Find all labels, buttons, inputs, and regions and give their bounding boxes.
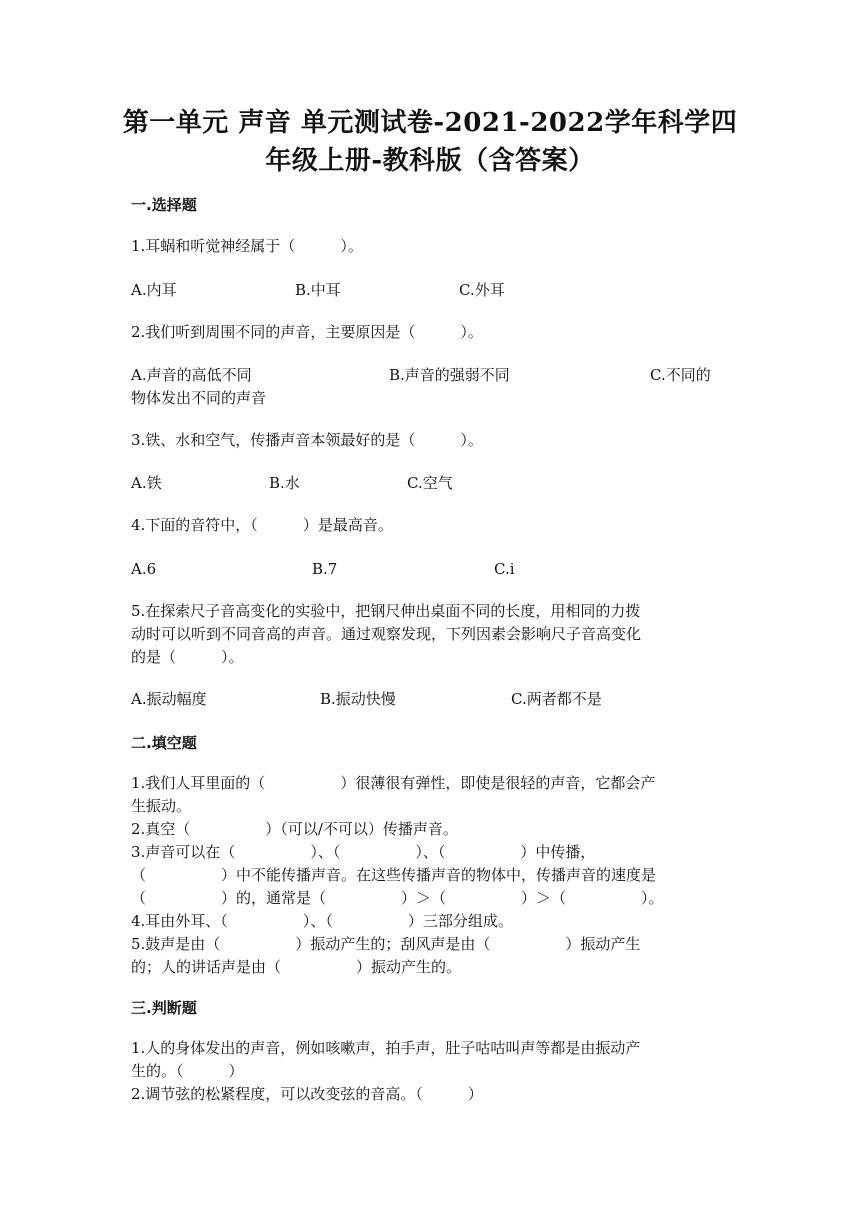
choice-question-1: 1.耳蜗和听觉神经属于（ ）。 (131, 237, 363, 255)
fill-in-questions (131, 772, 731, 979)
section-heading-fill: 二.填空题 (131, 734, 197, 752)
fill-line: （ ）中不能传播声音。在这些传播声音的物体中，传播声音的速度是 (131, 866, 657, 884)
title-line-2: 年级上册-教科版（含答案） (265, 146, 595, 176)
choice-question-2: 2.我们听到周围不同的声音，主要原因是（ ）。 (131, 323, 483, 341)
fill-line: 4.耳由外耳、（ ）、（ ）三部分组成。 (131, 912, 513, 930)
choice-5-option-b: B.振动快慢 (320, 690, 396, 708)
fill-line: 1.我们人耳里面的（ ）很薄很有弹性，即使是很轻的声音，它都会产 (131, 774, 656, 792)
choice-4-option-c: C.i (494, 560, 515, 578)
true-false-questions (131, 1037, 731, 1106)
choice-3-option-c: C.空气 (407, 474, 453, 492)
choice-1-option-c: C.外耳 (459, 281, 505, 299)
fill-line: 3.声音可以在（ ）、（ ）、（ ）中传播， (131, 843, 596, 861)
choice-question-5-line-3: 的是（ ）。 (131, 648, 244, 666)
choice-1-option-a: A.内耳 (131, 281, 177, 299)
fill-line: 2.真空（ ）（可以/不可以）传播声音。 (131, 820, 458, 838)
choice-1-option-b: B.中耳 (295, 281, 341, 299)
section-heading-judge: 三.判断题 (131, 999, 197, 1017)
fill-line: （ ）的，通常是（ ）＞（ ）＞（ ）。 (131, 889, 664, 907)
choice-question-5 (131, 600, 731, 669)
choice-2-option-c-continued: 物体发出不同的声音 (131, 389, 267, 407)
judge-line: 1.人的身体发出的声音，例如咳嗽声，拍手声，肚子咕咕叫声等都是由振动产 (131, 1039, 641, 1057)
choice-5-option-c: C.两者都不是 (511, 690, 602, 708)
fill-line: 5.鼓声是由（ ）振动产生的；刮风声是由（ ）振动产生 (131, 935, 641, 953)
choice-3-option-a: A.铁 (131, 474, 162, 492)
choice-question-5-line-2: 动时可以听到不同音高的声音。通过观察发现，下列因素会影响尺子音高变化 (131, 625, 642, 643)
choice-4-option-a: A.6 (131, 560, 157, 578)
choice-2-option-a: A.声音的高低不同 (131, 366, 252, 384)
judge-line: 2.调节弦的松紧程度，可以改变弦的音高。（ ） (131, 1085, 483, 1103)
choice-2-option-b: B.声音的强弱不同 (389, 366, 510, 384)
judge-line: 生的。（ ） (131, 1062, 244, 1080)
section-heading-choice: 一.选择题 (131, 196, 197, 214)
choice-question-4: 4.下面的音符中，（ ）是最高音。 (131, 516, 393, 534)
title-line-1: 第一单元 声音 单元测试卷-2021-2022学年科学四 (122, 108, 738, 138)
choice-3-option-b: B.水 (269, 474, 300, 492)
choice-5-option-a: A.振动幅度 (131, 690, 207, 708)
fill-line: 的；人的讲话声是由（ ）振动产生的。 (131, 958, 462, 976)
choice-2-option-c: C.不同的 (650, 366, 711, 384)
choice-4-option-b: B.7 (312, 560, 338, 578)
fill-line: 生振动。 (131, 797, 192, 815)
choice-question-5-line-1: 5.在探索尺子音高变化的实验中，把钢尺伸出桌面不同的长度，用相同的力拨 (131, 602, 641, 620)
choice-question-3: 3.铁、水和空气，传播声音本领最好的是（ ）。 (131, 431, 483, 449)
page-title (100, 104, 760, 180)
